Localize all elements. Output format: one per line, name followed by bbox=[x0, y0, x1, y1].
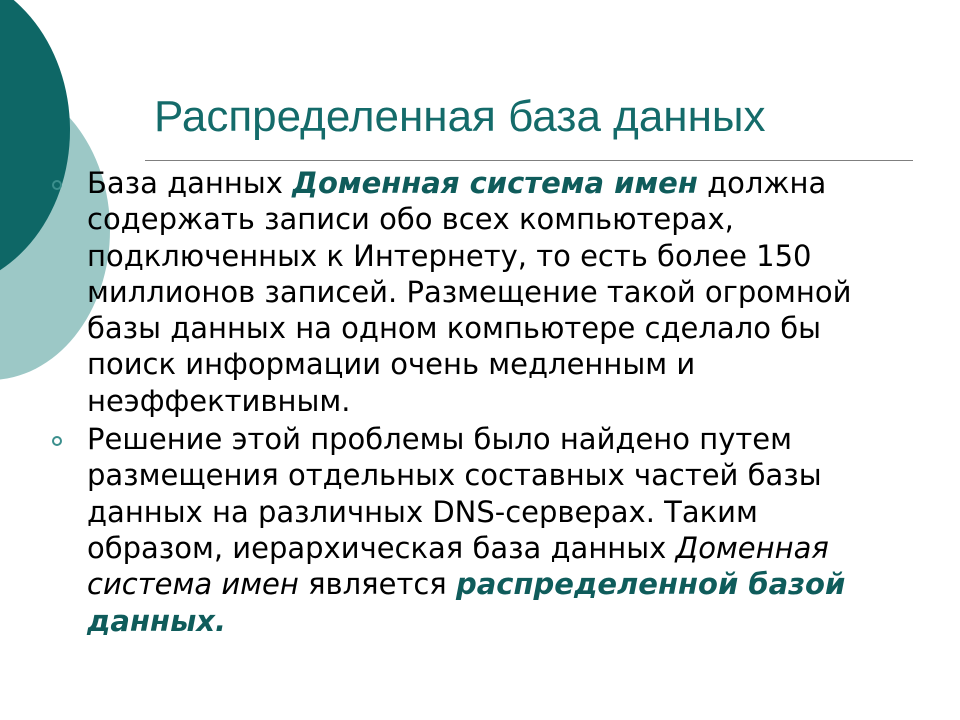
bullet-item-2 bbox=[0, 421, 960, 639]
title-divider bbox=[145, 160, 913, 161]
bullet-1-text-after: должна содержать записи обо всех компьютерах, подключенных к Интернету, то есть более 150 миллионов записей. Размещение такой огромной базы данных на одном компьютере сделало бы поиск информации очень медленным и неэффективным. bbox=[87, 166, 852, 418]
bullet-item-1 bbox=[0, 165, 960, 419]
slide-title: Распределенная база данных bbox=[154, 92, 766, 141]
bullet-2-italic: Доменная система имен bbox=[87, 530, 829, 602]
bullet-2-emphasis: распределенной базой данных. bbox=[87, 567, 846, 638]
bullet-list bbox=[0, 165, 960, 639]
bullet-circle-icon bbox=[52, 436, 62, 446]
bullet-2-text-before: Решение этой проблемы было найдено путем размещения отдельных составных частей базы данных на различных DNS-серверах. Таким образом, иерархическая база данных bbox=[87, 422, 822, 565]
bullet-1-text-before: База данных bbox=[87, 166, 283, 200]
bullet-circle-icon bbox=[52, 180, 62, 190]
bullet-1-emphasis: Доменная система имен bbox=[292, 166, 698, 200]
bullet-2-text-middle: является bbox=[308, 567, 447, 602]
